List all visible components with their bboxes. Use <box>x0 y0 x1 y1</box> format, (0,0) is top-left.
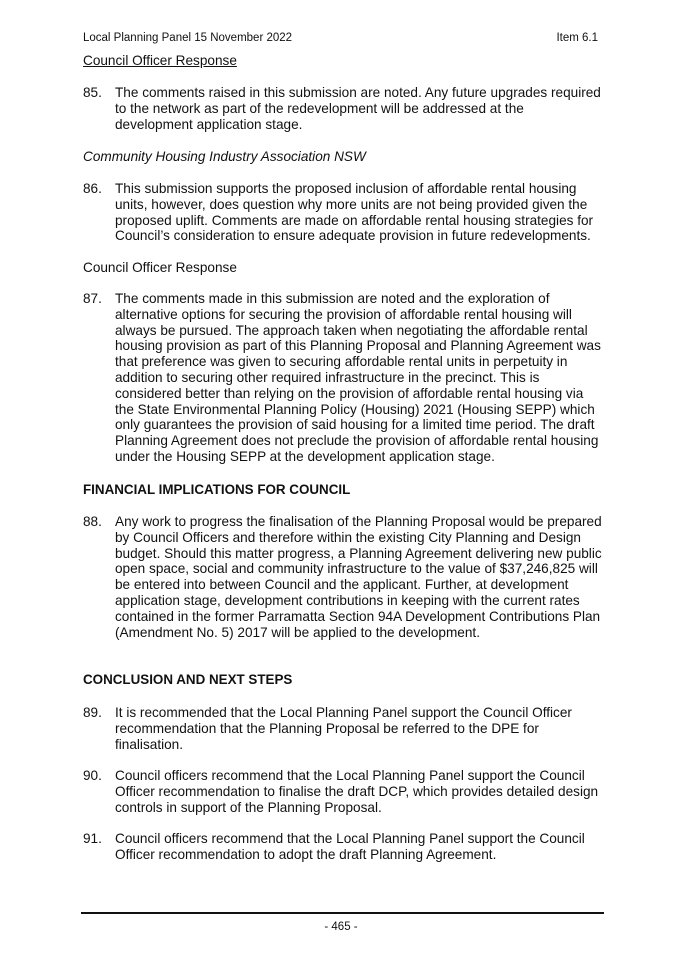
section-heading-council-officer-response-2: Council Officer Response <box>83 260 237 275</box>
paragraph-text: This submission supports the proposed inclusion of affordable rental housing units, however, does question why more units are not being provided given the proposed uplift. Comments are made on affordable rental housing strategies for Council’s consideration to ensure adequate provision in future redevelopments. <box>115 181 594 244</box>
paragraph-text: Council officers recommend that the Local Planning Panel support the Council Officer recommendation to finalise the draft DCP, which provides detailed design controls in support of the Planning Proposal. <box>115 768 599 815</box>
section-heading-financial-implications: FINANCIAL IMPLICATIONS FOR COUNCIL <box>83 482 351 497</box>
paragraph-text: Any work to progress the finalisation of the Planning Proposal would be prepared by Council Officers and therefore within the existing City Planning and Design budget. Should this matter progress, a Planning Agreement delivering new public open space, social and community infrastructure to the value of $37,246,825 will be entered into between Council and the applicant. Further, at development application stage, development contributions in keeping with the current rates contained in the former Parramatta Section 94A Development Contributions Plan (Amendment No. 5) 2017 will be applied to the development. <box>115 514 602 640</box>
paragraph-number: 85. <box>83 85 102 100</box>
paragraph-text: It is recommended that the Local Planning Panel support the Council Officer recommendation that the Planning Proposal be referred to the DPE for finalisation. <box>115 705 572 752</box>
section-heading-conclusion: CONCLUSION AND NEXT STEPS <box>83 672 293 687</box>
paragraph-number: 90. <box>83 768 102 783</box>
paragraph-87 <box>83 291 602 465</box>
paragraph-text: Council officers recommend that the Local Planning Panel support the Council Officer recommendation to adopt the draft Planning Agreement. <box>115 831 585 862</box>
paragraph-number: 91. <box>83 831 102 846</box>
paragraph-text: The comments raised in this submission are noted. Any future upgrades required to the network as part of the redevelopment will be addressed at the development application stage. <box>115 85 601 132</box>
section-heading-council-officer-response: Council Officer Response <box>83 53 237 68</box>
paragraph-text: The comments made in this submission are noted and the exploration of alternative options for securing the provision of affordable rental housing will always be pursued. The approach taken when negotiating the affordable rental housing provision as part of this Planning Proposal and Planning Agreement was that preference was given to securing affordable rental units in perpetuity in addition to securing other required infrastructure in the precinct. This is considered better than relying on the provision of affordable rental housing via the State Environmental Planning Policy (Housing) 2021 (Housing SEPP) which only guarantees the provision of said housing for a limited time period. The draft Planning Agreement does not preclude the provision of affordable rental housing under the Housing SEPP at the development application stage. <box>115 291 601 464</box>
paragraph-88 <box>83 514 602 640</box>
page-header <box>83 32 598 44</box>
footer-divider <box>81 912 604 914</box>
paragraph-86 <box>83 181 602 244</box>
paragraph-85 <box>83 85 602 132</box>
paragraph-90 <box>83 768 602 815</box>
header-item-number: Item 6.1 <box>556 32 598 44</box>
page-number: - 465 - <box>324 921 358 933</box>
header-meeting-date: Local Planning Panel 15 November 2022 <box>83 32 293 44</box>
paragraph-89 <box>83 705 602 752</box>
paragraph-number: 86. <box>83 181 102 196</box>
paragraph-number: 88. <box>83 514 102 529</box>
section-heading-submitter: Community Housing Industry Association NSW <box>83 149 366 164</box>
paragraph-number: 87. <box>83 291 102 306</box>
paragraph-91 <box>83 831 602 863</box>
paragraph-number: 89. <box>83 705 102 720</box>
